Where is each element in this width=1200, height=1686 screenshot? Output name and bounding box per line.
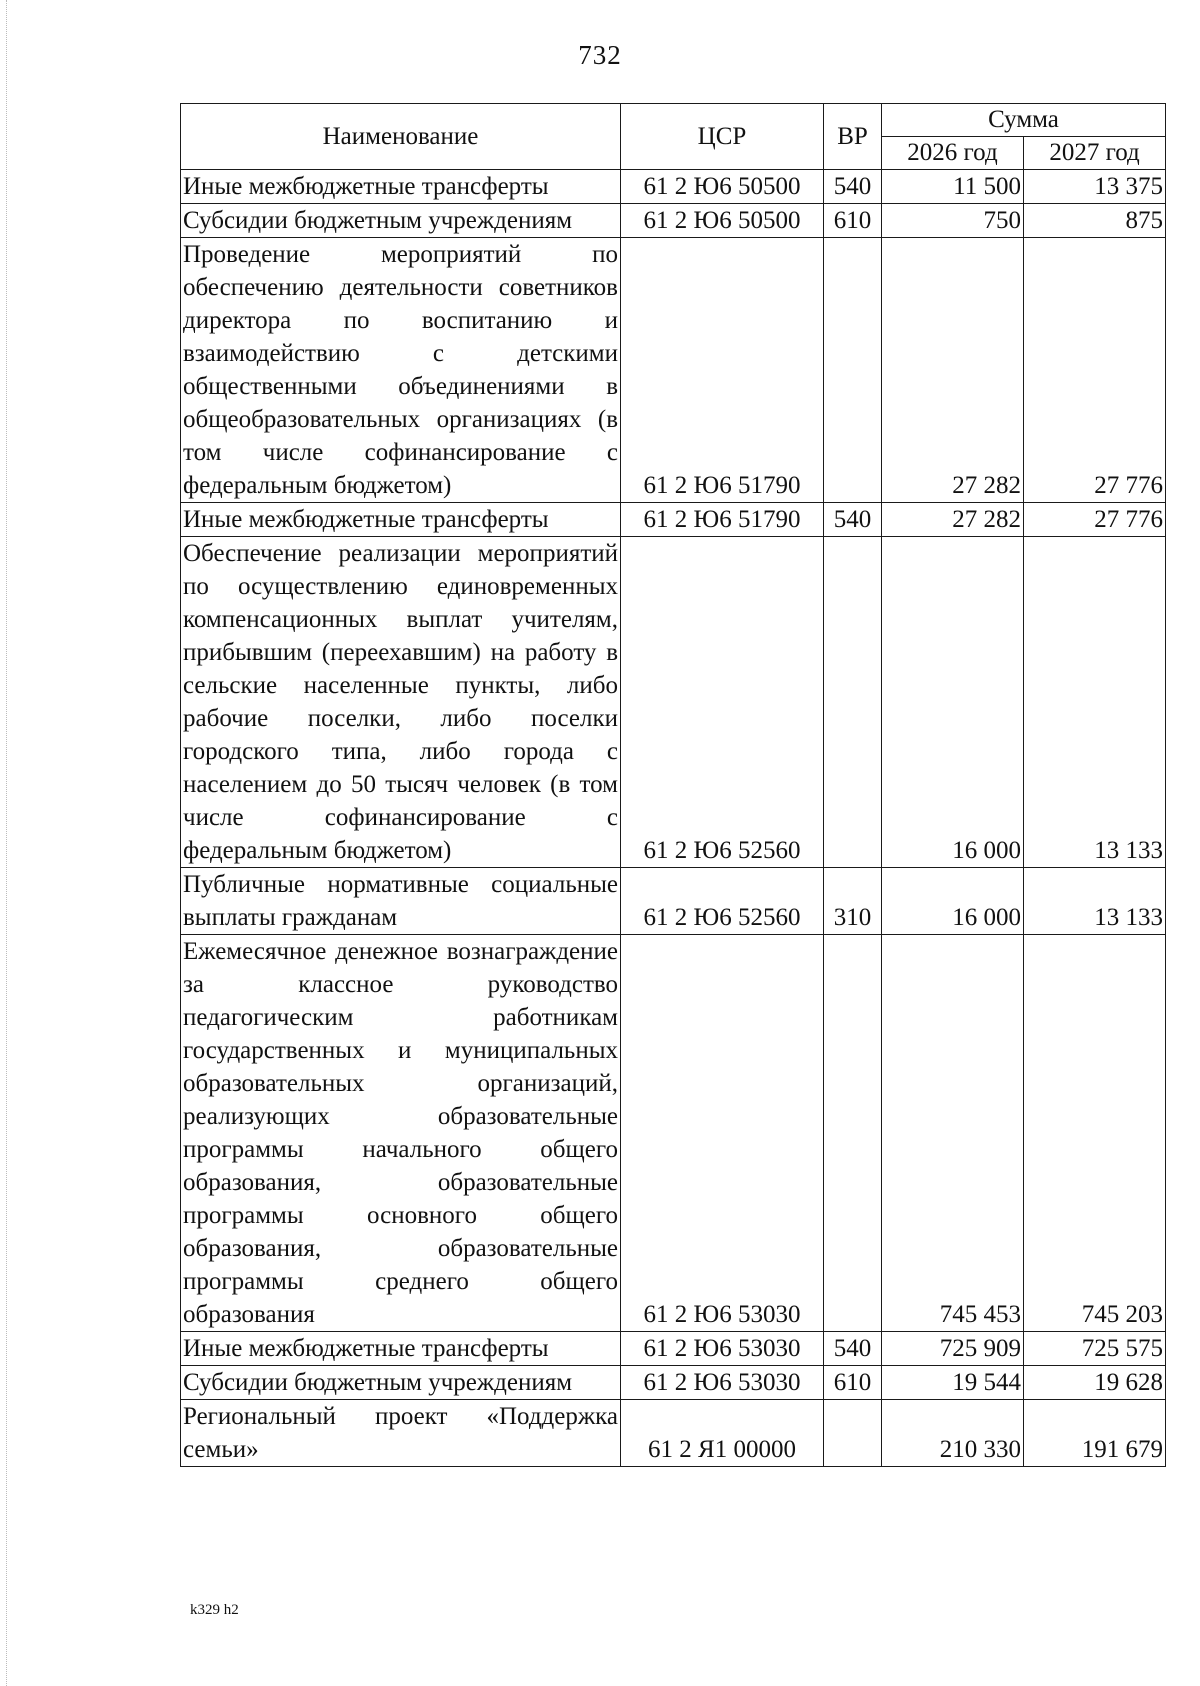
header-row-top bbox=[181, 104, 1166, 137]
table-row bbox=[181, 1400, 1166, 1467]
footer-document-code: k329 h2 bbox=[190, 1602, 239, 1618]
table-row bbox=[181, 238, 1166, 503]
row-sum-2026: 11 500 bbox=[882, 170, 1024, 204]
header-year-2027: 2027 год bbox=[1024, 137, 1166, 170]
page-edge-line bbox=[6, 0, 7, 1686]
row-csr: 61 2 Ю6 51790 bbox=[621, 238, 824, 503]
row-sum-2027: 13 375 bbox=[1024, 170, 1166, 204]
row-name: Субсидии бюджетным учреждениям bbox=[181, 1366, 621, 1400]
row-sum-2027: 27 776 bbox=[1024, 238, 1166, 503]
row-name: Ежемесячное денежное вознаграждение за классное руководство педагогическим работникам государственных и муниципальных образовательных организаций, реализующих образовательные программы начального общего образования, образовательные программы основного общего образования, образовательные программы среднего общего образования bbox=[181, 935, 621, 1332]
row-sum-2026: 27 282 bbox=[882, 238, 1024, 503]
row-vr bbox=[824, 238, 882, 503]
row-name: Иные межбюджетные трансферты bbox=[181, 1332, 621, 1366]
row-csr: 61 2 Ю6 50500 bbox=[621, 204, 824, 238]
row-sum-2027: 13 133 bbox=[1024, 537, 1166, 868]
row-csr: 61 2 Ю6 53030 bbox=[621, 1366, 824, 1400]
row-vr: 540 bbox=[824, 170, 882, 204]
header-vr: ВР bbox=[824, 104, 882, 170]
row-name: Иные межбюджетные трансферты bbox=[181, 503, 621, 537]
row-sum-2026: 745 453 bbox=[882, 935, 1024, 1332]
row-name: Субсидии бюджетным учреждениям bbox=[181, 204, 621, 238]
row-sum-2027: 13 133 bbox=[1024, 868, 1166, 935]
row-sum-2026: 725 909 bbox=[882, 1332, 1024, 1366]
row-csr: 61 2 Ю6 53030 bbox=[621, 935, 824, 1332]
header-year-2026: 2026 год bbox=[882, 137, 1024, 170]
header-csr: ЦСР bbox=[621, 104, 824, 170]
row-name: Иные межбюджетные трансферты bbox=[181, 170, 621, 204]
row-csr: 61 2 Ю6 52560 bbox=[621, 537, 824, 868]
row-csr: 61 2 Ю6 52560 bbox=[621, 868, 824, 935]
row-sum-2026: 210 330 bbox=[882, 1400, 1024, 1467]
table-row bbox=[181, 170, 1166, 204]
table-row bbox=[181, 868, 1166, 935]
row-sum-2027: 745 203 bbox=[1024, 935, 1166, 1332]
row-vr: 610 bbox=[824, 1366, 882, 1400]
page-number: 732 bbox=[578, 40, 622, 70]
row-vr: 540 bbox=[824, 503, 882, 537]
row-csr: 61 2 Я1 00000 bbox=[621, 1400, 824, 1467]
row-sum-2026: 16 000 bbox=[882, 537, 1024, 868]
row-csr: 61 2 Ю6 53030 bbox=[621, 1332, 824, 1366]
row-vr: 310 bbox=[824, 868, 882, 935]
row-sum-2027: 875 bbox=[1024, 204, 1166, 238]
row-vr bbox=[824, 537, 882, 868]
row-vr bbox=[824, 1400, 882, 1467]
row-vr: 540 bbox=[824, 1332, 882, 1366]
table-row bbox=[181, 1366, 1166, 1400]
header-sum: Сумма bbox=[882, 104, 1166, 137]
budget-table bbox=[180, 103, 1166, 1467]
row-name: Обеспечение реализации мероприятий по осуществлению единовременных компенсационных выплат учителям, прибывшим (переехавшим) на работу в сельские населенные пункты, либо рабочие поселки, либо поселки городского типа, либо города с населением до 50 тысяч человек (в том числе софинансирование с федеральным бюджетом) bbox=[181, 537, 621, 868]
table-row bbox=[181, 204, 1166, 238]
row-sum-2026: 16 000 bbox=[882, 868, 1024, 935]
table-row bbox=[181, 1332, 1166, 1366]
row-sum-2027: 27 776 bbox=[1024, 503, 1166, 537]
row-csr: 61 2 Ю6 50500 bbox=[621, 170, 824, 204]
row-sum-2026: 27 282 bbox=[882, 503, 1024, 537]
row-csr: 61 2 Ю6 51790 bbox=[621, 503, 824, 537]
row-sum-2027: 191 679 bbox=[1024, 1400, 1166, 1467]
row-sum-2026: 750 bbox=[882, 204, 1024, 238]
table-row bbox=[181, 537, 1166, 868]
row-vr bbox=[824, 935, 882, 1332]
row-sum-2027: 725 575 bbox=[1024, 1332, 1166, 1366]
row-sum-2026: 19 544 bbox=[882, 1366, 1024, 1400]
table-row bbox=[181, 935, 1166, 1332]
header-name: Наименование bbox=[181, 104, 621, 170]
row-name: Проведение мероприятий по обеспечению деятельности советников директора по воспитанию и взаимодействию с детскими общественными объединениями в общеобразовательных организациях (в том числе софинансирование с федеральным бюджетом) bbox=[181, 238, 621, 503]
row-sum-2027: 19 628 bbox=[1024, 1366, 1166, 1400]
row-name: Публичные нормативные социальные выплаты гражданам bbox=[181, 868, 621, 935]
row-name: Региональный проект «Поддержка семьи» bbox=[181, 1400, 621, 1467]
row-vr: 610 bbox=[824, 204, 882, 238]
table-row bbox=[181, 503, 1166, 537]
